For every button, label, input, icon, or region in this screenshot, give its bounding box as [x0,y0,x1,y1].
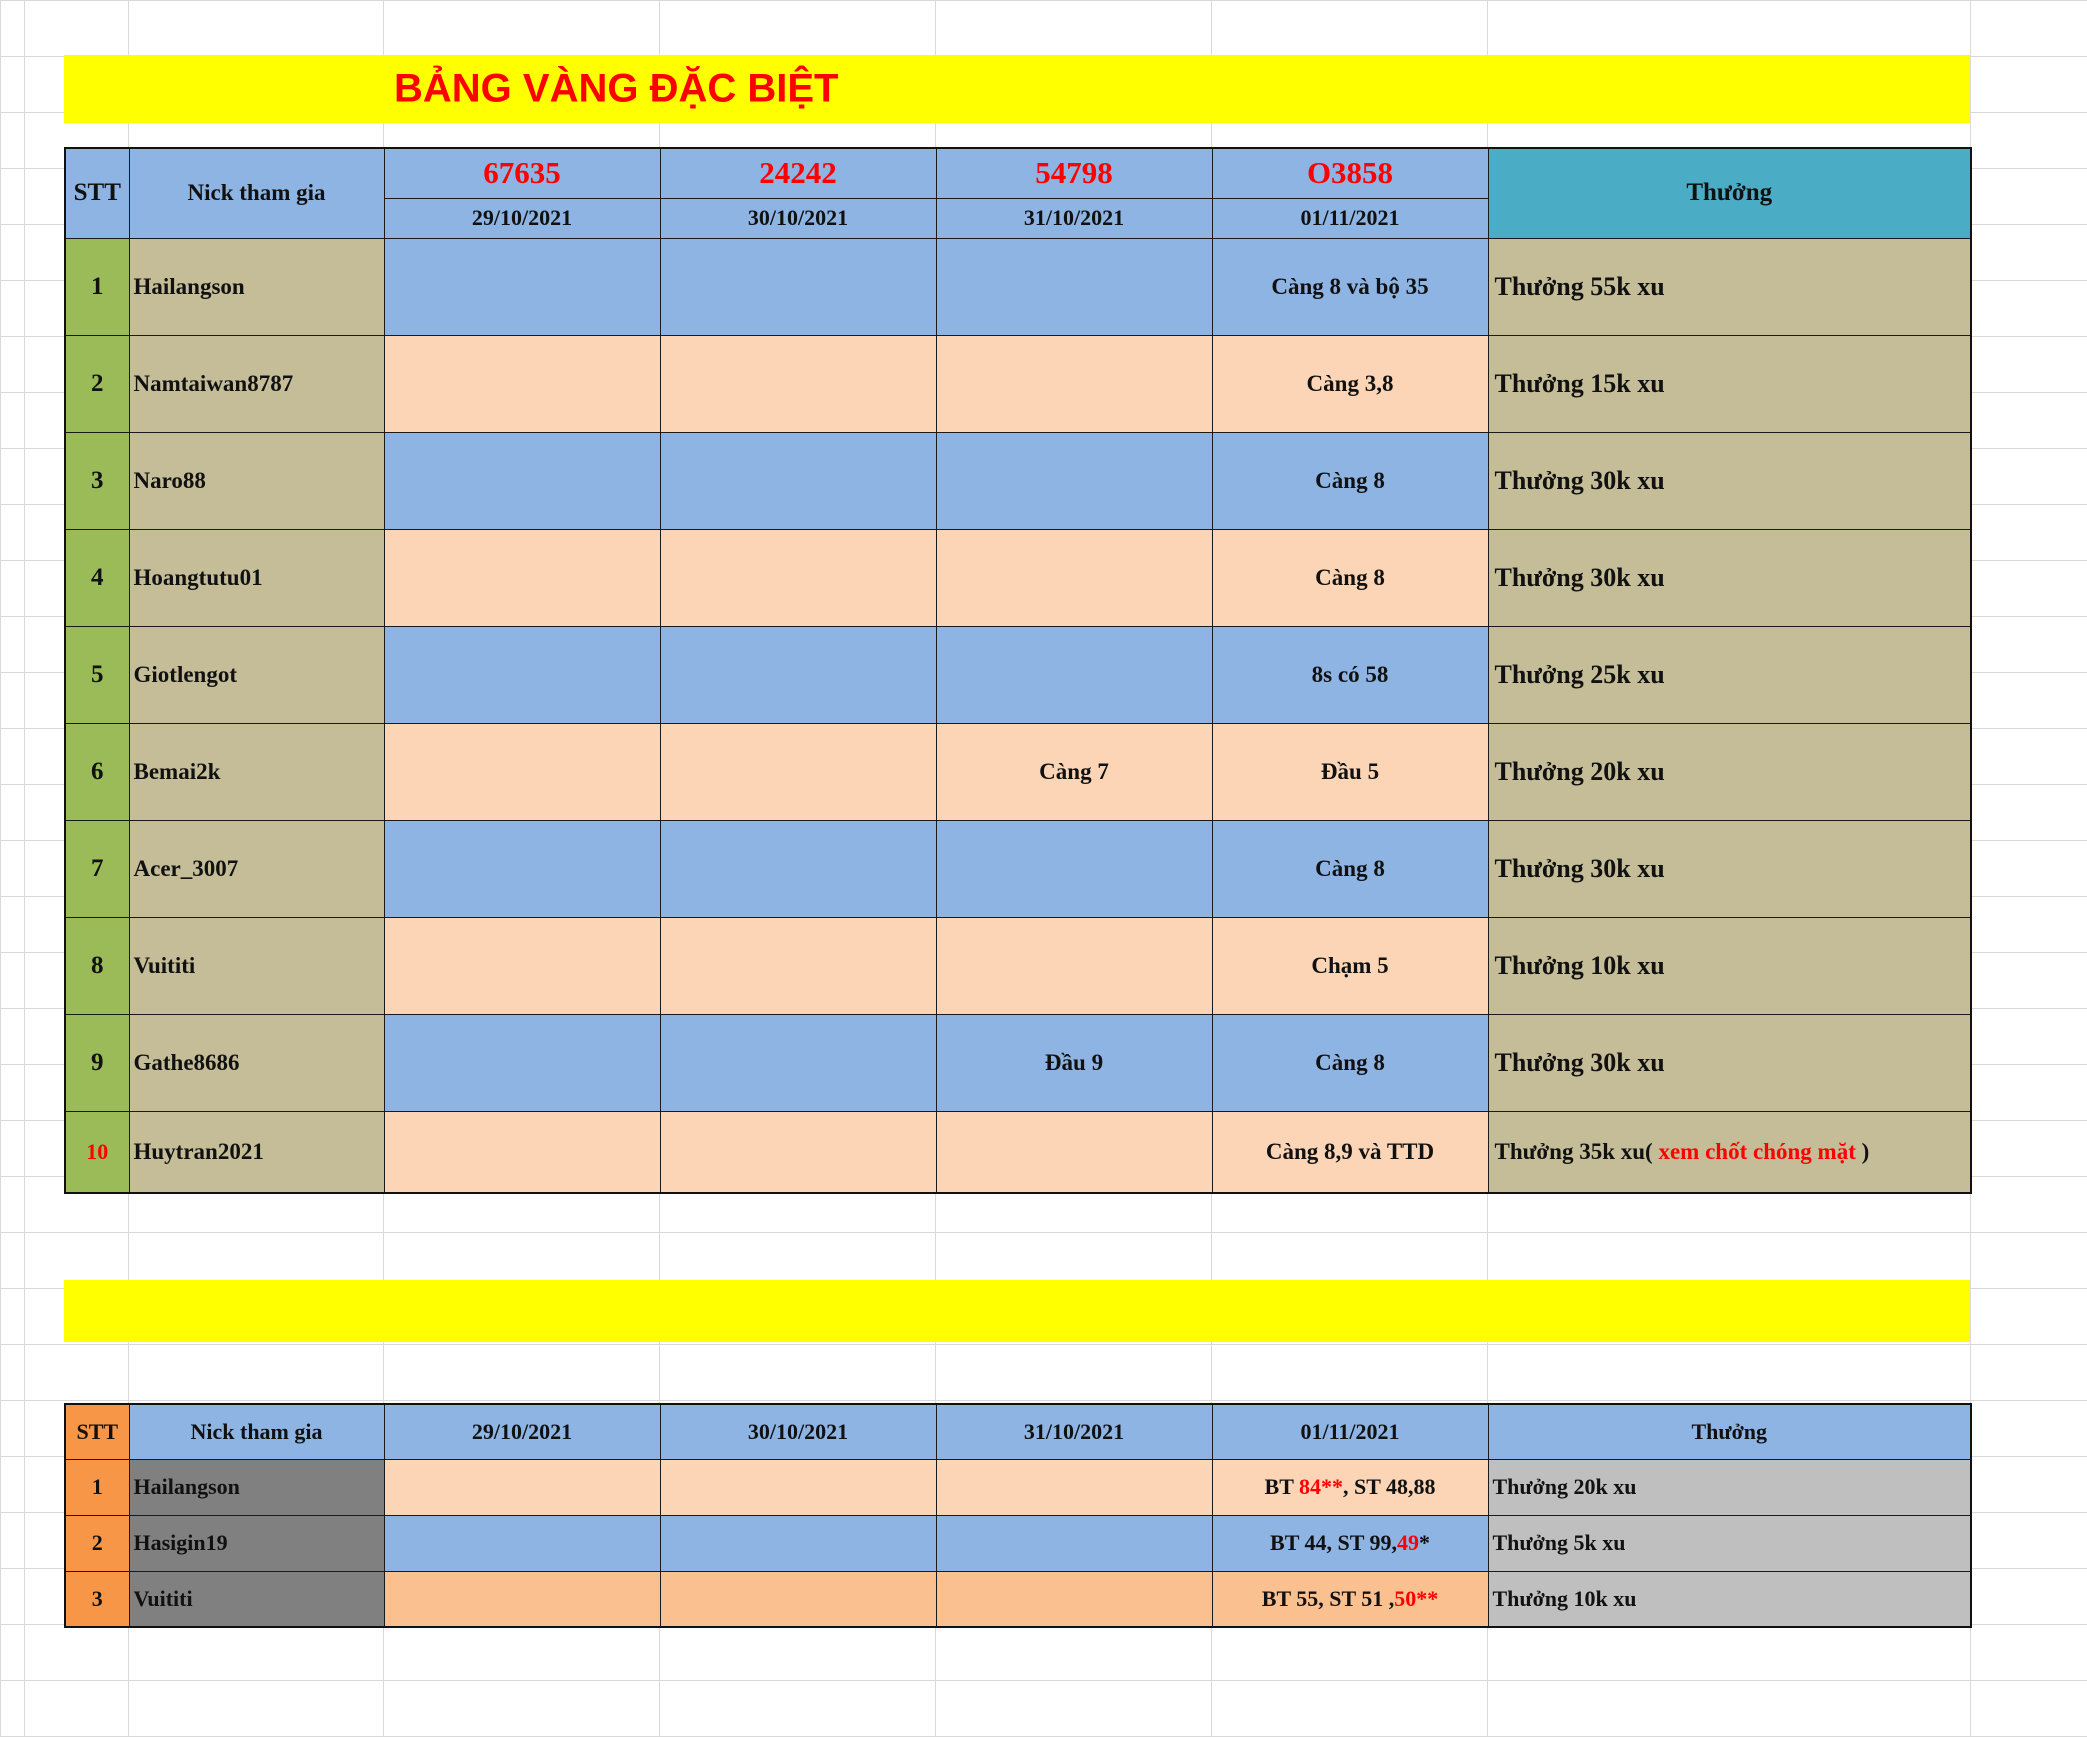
row-cell[interactable] [384,529,660,626]
header-number[interactable]: O3858 [1212,148,1488,198]
row-cell[interactable] [936,1459,1212,1515]
row-cell[interactable] [384,1014,660,1111]
row-stt[interactable]: 7 [65,820,129,917]
row-stt[interactable]: 4 [65,529,129,626]
row-stt[interactable]: 1 [65,238,129,335]
row-cell[interactable]: Càng 8 [1212,432,1488,529]
header-date[interactable]: 29/10/2021 [384,1404,660,1459]
row-cell[interactable] [660,529,936,626]
row-reward[interactable]: Thưởng 15k xu [1488,335,1971,432]
table-row [65,1515,1971,1571]
header-number[interactable]: 24242 [660,148,936,198]
table-row [65,1571,1971,1627]
row-cell[interactable] [936,335,1212,432]
header-reward[interactable]: Thưởng [1488,1404,1971,1459]
page-title: BẢNG VÀNG ĐẶC BIỆT [394,66,839,111]
row-cell[interactable] [384,917,660,1014]
row-reward[interactable]: Thưởng 30k xu [1488,1014,1971,1111]
reward-prefix: Thưởng 35k xu( [1494,1138,1653,1164]
header-nick[interactable]: Nick tham gia [129,1404,384,1459]
row-cell[interactable] [936,238,1212,335]
row-stt[interactable]: 3 [65,432,129,529]
row-cell[interactable] [384,626,660,723]
row-cell[interactable]: Chạm 5 [1212,917,1488,1014]
row-cell[interactable] [660,1571,936,1627]
row-reward[interactable]: Thưởng 30k xu [1488,820,1971,917]
row-cell[interactable] [936,432,1212,529]
title-banner [64,55,1970,123]
row-cell[interactable] [936,529,1212,626]
row-cell[interactable] [384,432,660,529]
section-banner [64,1280,1970,1342]
row-nick[interactable]: Vuititi [129,1571,384,1627]
row-cell[interactable] [660,1111,936,1193]
header-number[interactable]: 67635 [384,148,660,198]
row-stt[interactable]: 8 [65,917,129,1014]
header-date[interactable]: 31/10/2021 [936,198,1212,238]
row-cell[interactable] [936,820,1212,917]
row-cell[interactable]: Càng 8 và bộ 35 [1212,238,1488,335]
table-row [65,1459,1971,1515]
table-row [65,917,1971,1014]
row-cell[interactable]: Càng 8 [1212,1014,1488,1111]
ranking-table [64,147,1972,1194]
row-nick[interactable]: Hailangson [129,238,384,335]
row-nick[interactable]: Gathe8686 [129,1014,384,1111]
row-nick[interactable]: Vuititi [129,917,384,1014]
row-stt[interactable]: 9 [65,1014,129,1111]
row-cell[interactable] [384,1515,660,1571]
row-reward[interactable]: Thưởng 30k xu [1488,529,1971,626]
row-stt[interactable]: 5 [65,626,129,723]
result-text: BT 44, ST 99, [1270,1530,1397,1555]
row-cell[interactable]: Càng 7 [936,723,1212,820]
row-cell[interactable]: Càng 8 [1212,529,1488,626]
table-row [65,723,1971,820]
row-cell[interactable] [384,723,660,820]
row-reward[interactable] [1488,1111,1971,1193]
table-row [65,335,1971,432]
row-cell[interactable] [936,1515,1212,1571]
row-nick[interactable]: Hoangtutu01 [129,529,384,626]
row-cell[interactable] [936,917,1212,1014]
row-stt[interactable]: 6 [65,723,129,820]
row-cell[interactable] [384,238,660,335]
grid-line [24,0,25,1737]
row-nick[interactable]: Giotlengot [129,626,384,723]
row-stt[interactable]: 10 [65,1111,129,1193]
header-date[interactable]: 30/10/2021 [660,198,936,238]
row-cell[interactable] [660,238,936,335]
table-row [65,529,1971,626]
result-text: * [1418,1530,1430,1555]
row-stt[interactable]: 2 [65,1515,129,1571]
result-highlight: 49 [1396,1530,1419,1555]
row-nick[interactable]: Huytran2021 [129,1111,384,1193]
row-reward[interactable]: Thưởng 20k xu [1488,1459,1971,1515]
row-cell[interactable] [384,1111,660,1193]
header-date[interactable]: 29/10/2021 [384,198,660,238]
reward-note: xem chốt chóng mặt [1652,1138,1862,1164]
bonus-table [64,1403,1972,1628]
row-cell[interactable]: Đầu 5 [1212,723,1488,820]
header-reward[interactable]: Thưởng [1488,148,1971,238]
row-cell[interactable]: Càng 8,9 và TTD [1212,1111,1488,1193]
row-cell[interactable] [1212,1515,1488,1571]
header-date[interactable]: 01/11/2021 [1212,198,1488,238]
table-row [65,1111,1971,1193]
row-reward[interactable]: Thưởng 25k xu [1488,626,1971,723]
row-cell[interactable] [660,820,936,917]
row-reward[interactable]: Thưởng 5k xu [1488,1515,1971,1571]
row-cell[interactable] [936,1111,1212,1193]
header-nick[interactable]: Nick tham gia [129,148,384,238]
row-cell[interactable] [660,1459,936,1515]
table-row [65,1014,1971,1111]
row-cell[interactable]: Càng 3,8 [1212,335,1488,432]
row-cell[interactable] [660,917,936,1014]
row-cell[interactable] [384,1571,660,1627]
row-stt[interactable]: 2 [65,335,129,432]
row-cell[interactable] [384,335,660,432]
row-cell[interactable] [660,723,936,820]
header-date[interactable]: 30/10/2021 [660,1404,936,1459]
row-cell[interactable] [660,1515,936,1571]
row-nick[interactable]: Acer_3007 [129,820,384,917]
row-reward[interactable]: Thưởng 30k xu [1488,432,1971,529]
row-nick[interactable]: Hasigin19 [129,1515,384,1571]
row-cell[interactable]: 8s có 58 [1212,626,1488,723]
table-row [65,238,1971,335]
header-stt[interactable]: STT [65,148,129,238]
row-nick[interactable]: Namtaiwan8787 [129,335,384,432]
row-cell[interactable] [936,626,1212,723]
result-text: BT [1264,1474,1299,1499]
row-stt[interactable]: 1 [65,1459,129,1515]
row-nick[interactable]: Naro88 [129,432,384,529]
result-highlight: 50** [1394,1585,1439,1611]
row-cell[interactable] [660,626,936,723]
result-highlight: 84** [1298,1474,1343,1499]
row-cell[interactable] [384,820,660,917]
row-stt[interactable]: 3 [65,1571,129,1627]
row-cell[interactable] [1212,1459,1488,1515]
row-nick[interactable]: Bemai2k [129,723,384,820]
header-date[interactable]: 01/11/2021 [1212,1404,1488,1459]
row-reward[interactable]: Thưởng 55k xu [1488,238,1971,335]
result-text: , ST 48,88 [1342,1474,1436,1499]
row-reward[interactable]: Thưởng 20k xu [1488,723,1971,820]
row-reward[interactable]: Thưởng 10k xu [1488,917,1971,1014]
row-nick[interactable]: Hailangson [129,1459,384,1515]
header-number[interactable]: 54798 [936,148,1212,198]
row-cell[interactable]: Càng 8 [1212,820,1488,917]
result-text: BT 55, ST 51 , [1261,1585,1395,1611]
row-cell[interactable] [660,335,936,432]
header-stt[interactable]: STT [65,1404,129,1459]
table-row [65,820,1971,917]
row-cell[interactable]: Đầu 9 [936,1014,1212,1111]
header-date[interactable]: 31/10/2021 [936,1404,1212,1459]
row-reward[interactable]: Thưởng 10k xu [1488,1571,1971,1627]
row-cell[interactable] [1212,1571,1488,1627]
row-cell[interactable] [384,1459,660,1515]
row-cell[interactable] [660,1014,936,1111]
reward-suffix: ) [1861,1138,1870,1164]
row-cell[interactable] [660,432,936,529]
table-row [65,432,1971,529]
table-row [65,626,1971,723]
row-cell[interactable] [936,1571,1212,1627]
